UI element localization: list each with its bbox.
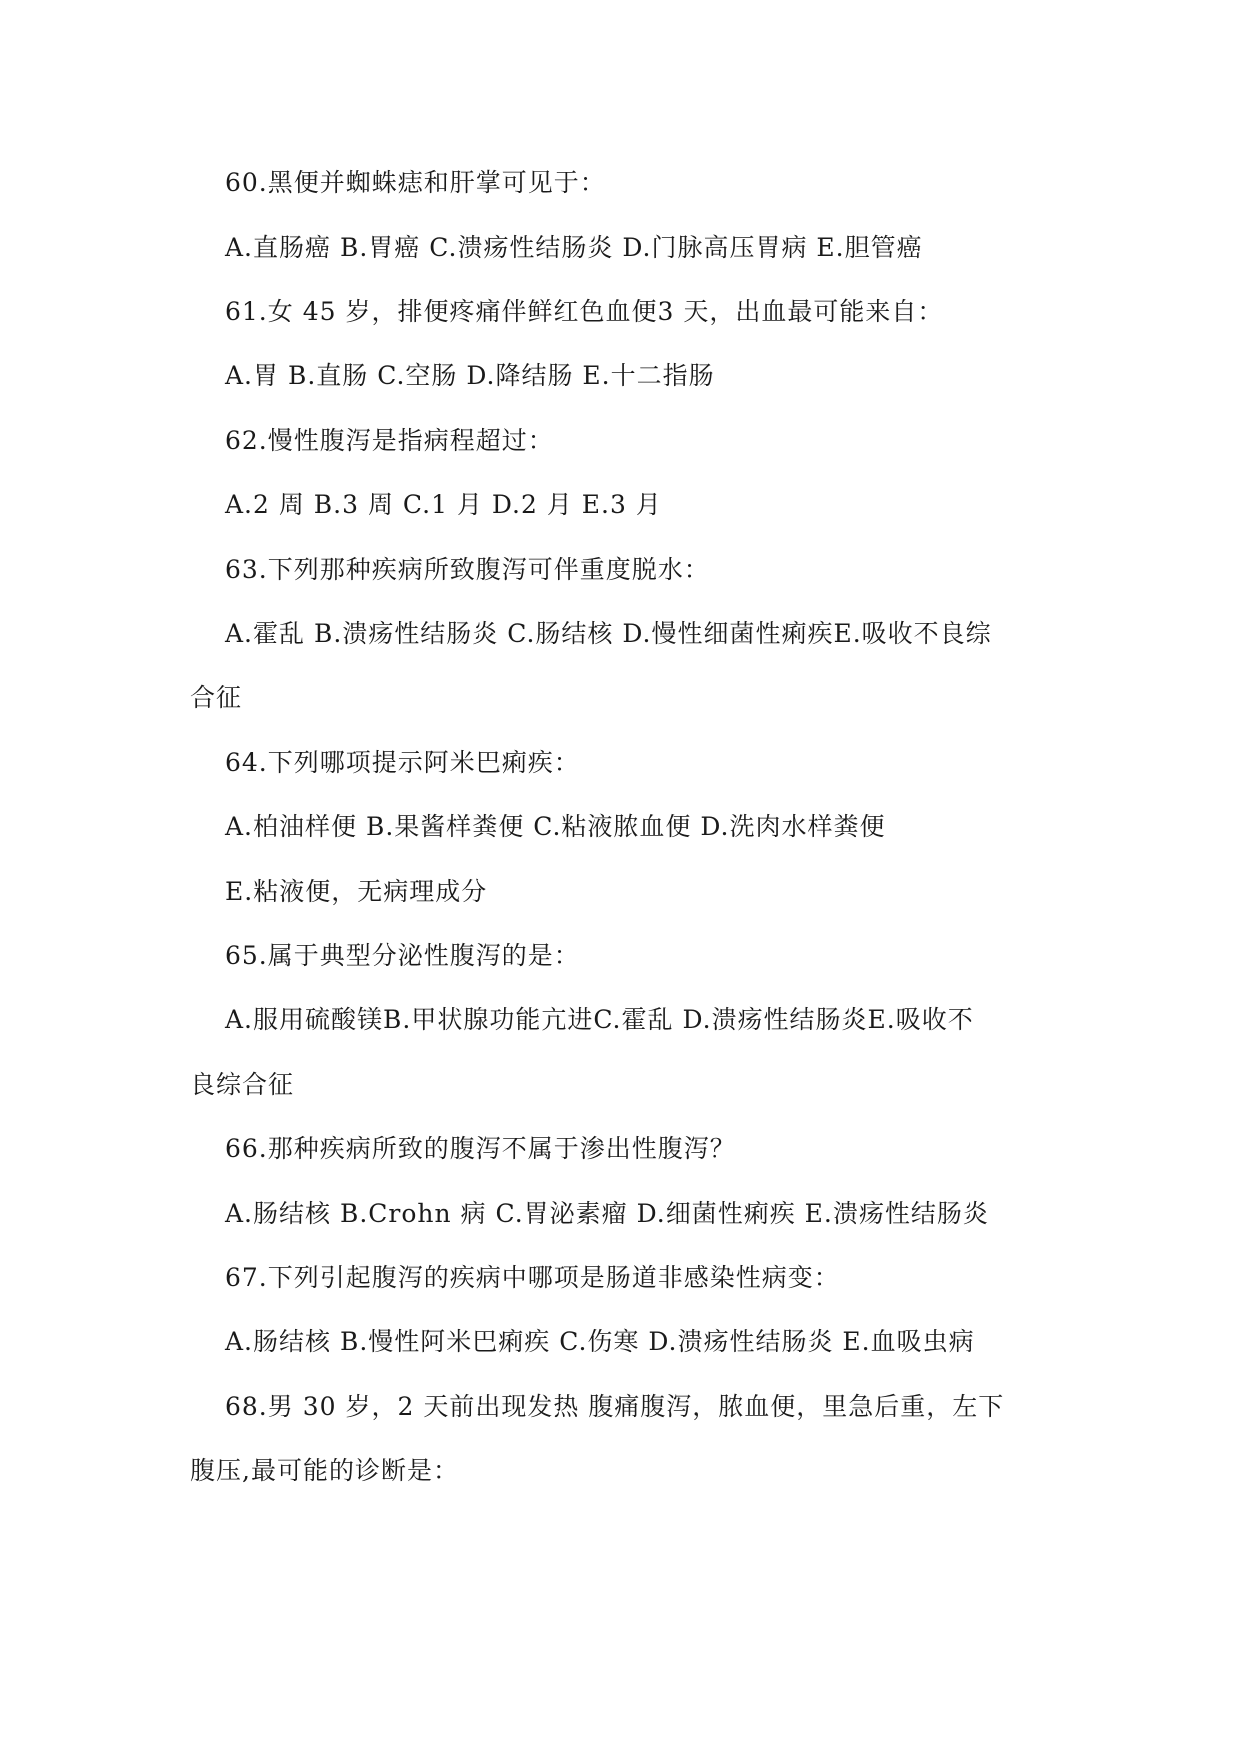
question-66-stem: 66.那种疾病所致的腹泻不属于渗出性腹泻？ — [225, 1134, 736, 1163]
question-63-options-continued: 合征 — [190, 683, 243, 712]
question-64-option-e: E.粘液便，无病理成分 — [225, 877, 488, 906]
question-62-options: A.2 周 B.3 周 C.1 月 D.2 月 E.3 月 — [225, 490, 662, 519]
question-68-stem-continued: 腹压,最可能的诊断是： — [190, 1456, 459, 1485]
question-67-options: A.肠结核 B.慢性阿米巴痢疾 C.伤寒 D.溃疡性结肠炎 E.血吸虫病 — [225, 1327, 975, 1356]
question-62-stem: 62.慢性腹泻是指病程超过： — [225, 426, 554, 455]
question-63-options: A.霍乱 B.溃疡性结肠炎 C.肠结核 D.慢性细菌性痢疾E.吸收不良综 — [225, 619, 992, 648]
question-60-options: A.直肠癌 B.胃癌 C.溃疡性结肠炎 D.门脉高压胃病 E.胆管癌 — [225, 233, 923, 262]
question-66-options: A.肠结核 B.Crohn 病 C.胃泌素瘤 D.细菌性痢疾 E.溃疡性结肠炎 — [225, 1199, 989, 1228]
question-65-options-continued: 良综合征 — [190, 1070, 295, 1099]
question-67-stem: 67.下列引起腹泻的疾病中哪项是肠道非感染性病变： — [225, 1263, 840, 1292]
question-64-stem: 64.下列哪项提示阿米巴痢疾： — [225, 748, 580, 777]
question-60-stem: 60.黑便并蜘蛛痣和肝掌可见于： — [225, 168, 606, 197]
question-61-options: A.胃 B.直肠 C.空肠 D.降结肠 E.十二指肠 — [225, 361, 715, 390]
question-63-stem: 63.下列那种疾病所致腹泻可伴重度脱水： — [225, 555, 710, 584]
question-68-stem: 68.男 30 岁，2 天前出现发热 腹痛腹泻，脓血便，里急后重，左下 — [225, 1392, 1005, 1421]
question-61-stem: 61.女 45 岁，排便疼痛伴鲜红色血便3 天，出血最可能来自： — [225, 297, 944, 326]
question-64-options: A.柏油样便 B.果酱样粪便 C.粘液脓血便 D.洗肉水样粪便 — [225, 812, 886, 841]
question-65-stem: 65.属于典型分泌性腹泻的是： — [225, 941, 580, 970]
question-65-options: A.服用硫酸镁B.甲状腺功能亢进C.霍乱 D.溃疡性结肠炎E.吸收不 — [225, 1005, 974, 1034]
